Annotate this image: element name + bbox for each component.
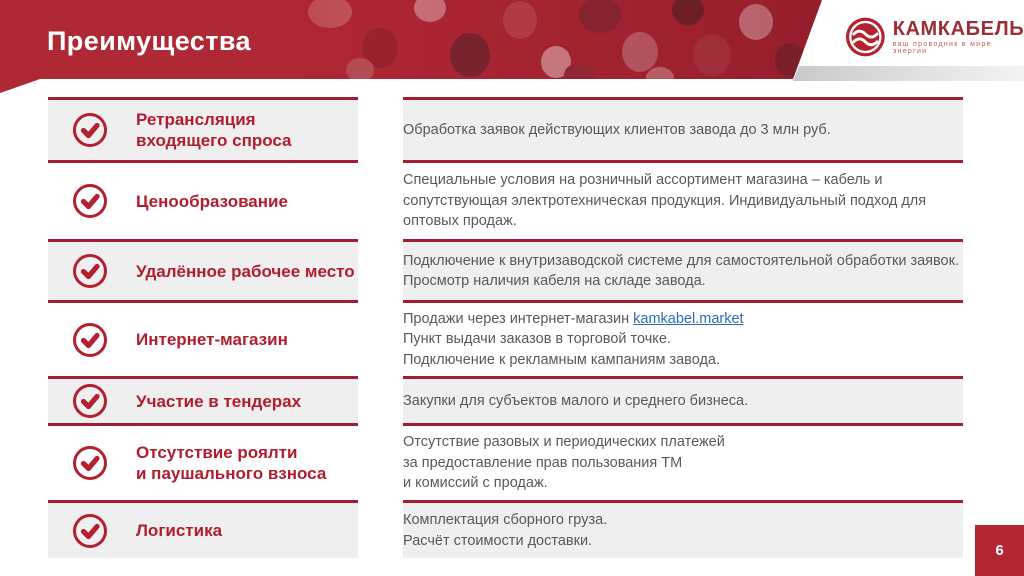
advantage-description: Подключение к внутризаводской системе для самостоятельной обработки заявок. Просмотр наличия кабеля на складе завода. bbox=[403, 252, 959, 289]
kamkabel-logo bbox=[845, 16, 1024, 58]
advantage-description: Отсутствие разовых и периодических платежей за предоставление прав пользования ТМ и комиссий с продаж. bbox=[403, 434, 725, 492]
column-gutter bbox=[358, 239, 403, 300]
advantage-title-cell bbox=[48, 239, 358, 300]
advantage-row bbox=[48, 500, 963, 558]
header-gray-strip bbox=[793, 66, 1024, 81]
advantage-row bbox=[48, 376, 963, 423]
check-icon bbox=[72, 322, 108, 358]
advantage-title: Интернет-магазин bbox=[136, 330, 288, 349]
check-icon bbox=[72, 383, 108, 419]
advantage-row bbox=[48, 97, 963, 160]
check-icon bbox=[72, 183, 108, 219]
advantage-row bbox=[48, 423, 963, 500]
advantage-title-cell bbox=[48, 160, 358, 239]
slide-title: Преимущества bbox=[47, 26, 251, 56]
column-gutter bbox=[358, 97, 403, 160]
logo-tagline: ваш проводник в мире энергии bbox=[892, 41, 992, 55]
advantage-title-cell bbox=[48, 376, 358, 423]
advantage-title: Участие в тендерах bbox=[136, 391, 302, 411]
check-icon bbox=[72, 445, 108, 481]
kamkabel-cable-logo-icon bbox=[845, 16, 886, 58]
advantage-title: Отсутствие роялти и паушального взноса bbox=[136, 443, 327, 483]
advantage-description-cell bbox=[403, 376, 963, 423]
advantage-title-cell bbox=[48, 300, 358, 376]
advantage-description: Обработка заявок действующих клиентов завода до 3 млн руб. bbox=[403, 121, 831, 138]
check-icon bbox=[72, 513, 108, 549]
logo-text bbox=[893, 19, 1024, 55]
advantage-description: Специальные условия на розничный ассортимент магазина – кабель и сопутствующая электротехническая продукция. Индивидуальный подход для оптовых продаж. bbox=[403, 172, 927, 230]
check-icon bbox=[72, 112, 108, 148]
advantage-title: Ценообразование bbox=[136, 191, 288, 211]
advantage-title-cell bbox=[48, 97, 358, 160]
advantage-title-cell bbox=[48, 423, 358, 500]
advantage-row bbox=[48, 160, 963, 239]
advantage-description: Продажи через интернет-магазин kamkabel.market Пункт выдачи заказов в торговой точке. Подключение к рекламным кампаниям завода. bbox=[403, 310, 744, 368]
column-gutter bbox=[358, 300, 403, 376]
column-gutter bbox=[358, 160, 403, 239]
advantages-list bbox=[48, 97, 963, 558]
check-icon bbox=[72, 253, 108, 289]
advantage-title-cell bbox=[48, 500, 358, 558]
advantage-description-cell bbox=[403, 239, 963, 300]
advantage-description: Комплектация сборного груза. Расчёт стоимости доставки. bbox=[403, 512, 608, 549]
advantage-description-cell bbox=[403, 423, 963, 500]
advantage-row bbox=[48, 300, 963, 376]
advantage-description-cell bbox=[403, 160, 963, 239]
kamkabel-market-link[interactable]: kamkabel.market bbox=[633, 310, 744, 327]
logo-name: КАМКАБЕЛЬ bbox=[892, 18, 1024, 40]
advantage-description: Закупки для субъектов малого и среднего бизнеса. bbox=[403, 392, 749, 409]
column-gutter bbox=[358, 376, 403, 423]
advantage-title: Логистика bbox=[136, 521, 223, 540]
advantage-title: Ретрансляция входящего спроса bbox=[136, 110, 292, 150]
advantage-row bbox=[48, 239, 963, 300]
advantage-description-cell bbox=[403, 500, 963, 558]
advantage-description-cell bbox=[403, 97, 963, 160]
advantage-title: Удалённое рабочее место bbox=[136, 261, 355, 281]
advantage-description-cell bbox=[403, 300, 963, 376]
page-number-badge: 6 bbox=[975, 525, 1024, 576]
column-gutter bbox=[358, 423, 403, 500]
column-gutter bbox=[358, 500, 403, 558]
